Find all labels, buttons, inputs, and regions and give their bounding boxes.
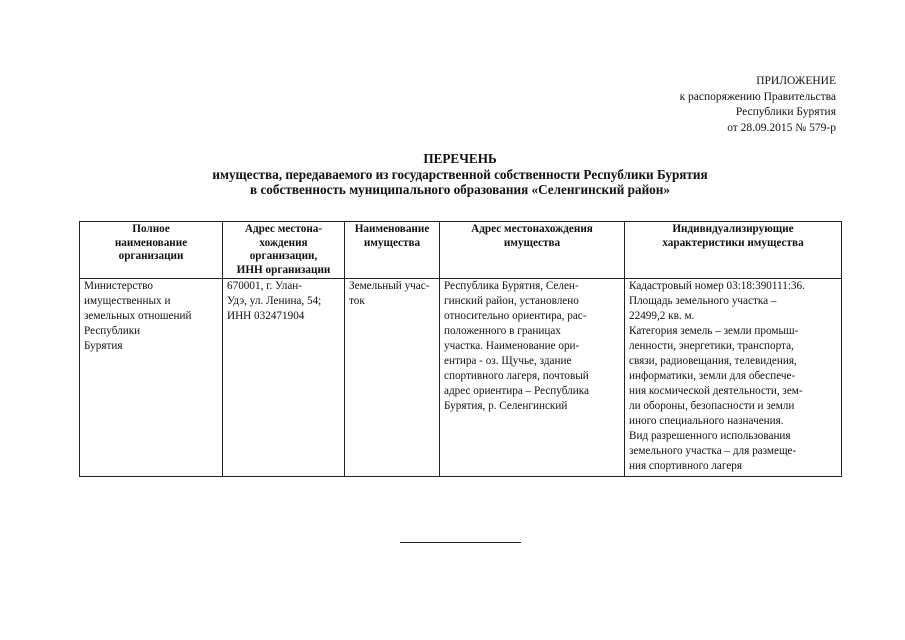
- heading-title: ПЕРЕЧЕНЬ: [423, 151, 497, 166]
- cell-property-name: Земельный учас- ток: [345, 279, 440, 477]
- footer-divider: [400, 542, 521, 543]
- table-header-row: [80, 222, 842, 279]
- appendix-line-1: к распоряжению Правительства: [679, 90, 836, 103]
- heading-line-1: имущества, передаваемого из государственной собственности Республики Бурятия: [212, 166, 708, 182]
- property-table: [79, 221, 842, 477]
- header-property-address: Адрес местонахождения имущества: [440, 222, 625, 279]
- appendix-line-2: Республики Бурятия: [735, 106, 836, 118]
- heading-line-2: в собственность муниципального образования «Селенгинский район»: [250, 182, 670, 197]
- header-org-name: Полное наименование организации: [80, 222, 223, 279]
- appendix-line-3: от 28.09.2015 № 579-р: [727, 121, 836, 134]
- cell-org-address: 670001, г. Улан- Удэ, ул. Ленина, 54; ИНН 032471904: [223, 279, 345, 477]
- header-characteristics: Индивидуализирующие характеристики имущества: [625, 222, 842, 279]
- cell-org-name: Министерство имущественных и земельных отношений Республики Бурятия: [80, 279, 223, 477]
- cell-property-address: Республика Бурятия, Селен- гинский район, установлено относительно ориентира, рас- положенного в границах участка. Наименование ори- ентира - оз. Щучье, здание спортивного лагеря, почтовый адрес ориентира – Республика Бурятия, р. Селенгинский: [440, 279, 625, 477]
- document-heading: [80, 151, 840, 198]
- header-org-address: Адрес местона- хождения организации, ИНН организации: [223, 222, 345, 279]
- appendix-block: [680, 74, 836, 136]
- appendix-title: ПРИЛОЖЕНИЕ: [756, 75, 836, 87]
- header-property-name: Наименование имущества: [345, 222, 440, 279]
- table-row: [80, 279, 842, 477]
- cell-characteristics: Кадастровый номер 03:18:390111:36. Площадь земельного участка – 22499,2 кв. м. Категория земель – земли промыш- ленности, энергетики, транспорта, связи, радиовещания, телевидения, информатики, земли для обеспече- ния космической деятельности, зем- ли обороны, безопасности и земли иного специального назначения. Вид разрешенного использования земельного участка – для размеще- ния спортивного лагеря: [625, 279, 842, 477]
